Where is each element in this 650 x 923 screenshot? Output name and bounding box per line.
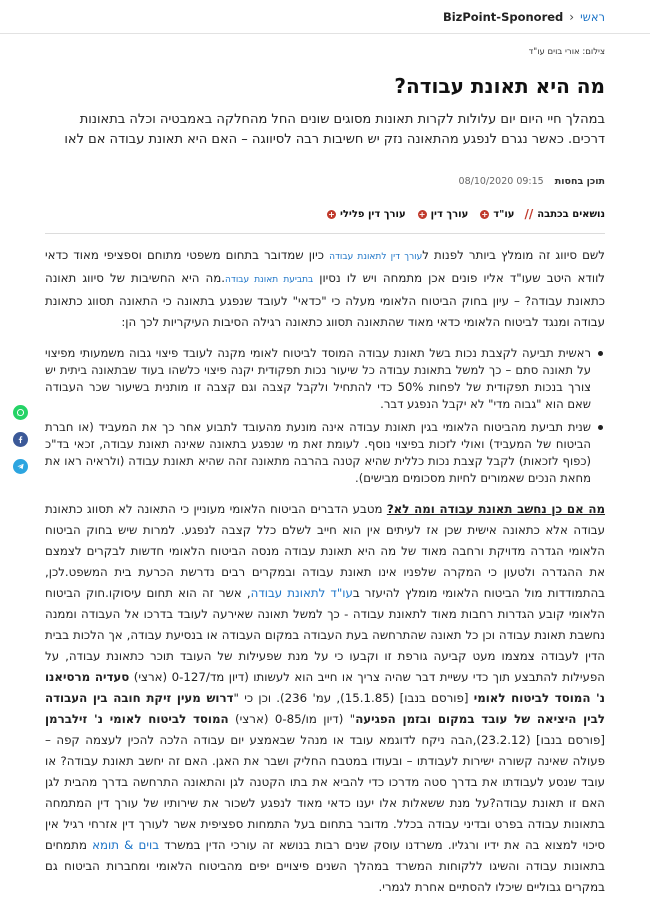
chevron-left-icon: ‹ [569, 9, 575, 24]
reasons-list [45, 345, 605, 487]
tag-item[interactable] [480, 209, 514, 220]
text: [פורסם בנבו] (23.2.12),הבה ניקח לדוגמא עובד או מנהל שבאמצע יום עבודה הלכה להכין לעצמה קפה – פעולה שאינה קשורה ישירות לעבודתו – ובעודו במטבח החליק ושבר את האגן. האם זה יחשב תאונת עבודה? או עובד שנסע לעבודתו את בדרך סטה מדרכו כדי להביא את בתו הקטנה לגן והתאונה התרחשה בדרך מהבית לגן האם זו תאונת עבודה?על מנת ששאלות אלו יענו כדאי מאוד לנפגע לשכור את שירותיו של עורך דין המתמחה בתאונות עבודה בפרט ובדיני עבודה בכלל. מדובר בתחום בעל התמחות ספציפית אשר לעורך דין אזרחי רגיל אין סיכוי למצוא בה את ידיו ורגליו. משרדנו עוסק שנים רבות בנושא זה עורכי הדין במשרד [45, 733, 606, 852]
breadcrumb-home-link[interactable]: ראשי [580, 9, 605, 24]
case-name: סעדיה מרסיאנו נ' המוסד לביטוח לאומי [45, 670, 606, 705]
facebook-icon [16, 435, 25, 444]
paragraph [45, 245, 605, 333]
section-question: מה אם כן נחשב תאונת עבודה ומה לא? [386, 502, 606, 516]
text: [פורסם בנבו] (15.1.85), עמ' 236). וכן כי " [233, 691, 474, 705]
article-title: מה היא תאונת עבודה? [394, 74, 605, 98]
case-quote: דרוש מעין זיקת חובה בין העבודה לבין היציאה של עובד במקום ובזמן הפגיעה [45, 691, 605, 726]
facebook-share-button[interactable] [13, 432, 28, 447]
tag-label: עורך דין פלילי [339, 208, 406, 220]
text: כיון שמדובר בתחום משפטי מתוחם וספציפי מאוד כדאי לוודא היטב שעו"ד אליו פונים אכן מתמחה ויש לו נסיון [45, 248, 606, 285]
paragraph [45, 499, 605, 898]
list-item: שנית תביעת מהביטוח הלאומי בגין תאונת עבודה אינה מונעת מהעובד לתבוע אחר כך את המעביד (או חברת הביטוח של המעביד) ואולי לזכות בפיצוי נוסף. לעומת זאת מי שנפגע בתאונה שאינה תאונת עבודה, זכאי בד"כ (כפוף לזכאות) לקבל קצבת נכות כללית שהיא קטנה בהרבה מתאונה זהה שהיא תאונת עבודה (ולראיה ראו את מחאת הנכים שאמורים לחיות מסכומים מבישים). [45, 419, 605, 487]
firm-link[interactable]: בוים & תומא [92, 838, 160, 852]
breadcrumb-section-link[interactable]: BizPoint-Sponored [442, 9, 564, 24]
article-lead: במהלך חיי היום יום עלולות לקרות תאונות מסוגים שונים החל מהחלקה באמבטיה וכלה בתאונות דרכים. כאשר נגרם לנפגע מהתאונה נזק יש חשיבות רבה לסיווגה – האם היא תאונת עבודה אם לאו [64, 112, 605, 147]
tag-item[interactable] [418, 209, 469, 220]
text: " (דיון מו/0-85 (ארצי) [228, 712, 356, 726]
breadcrumb [0, 0, 650, 34]
tags-title: נושאים בכתבה [537, 208, 605, 220]
case-name: המוסד לביטוח לאומי נ' זילברמן [45, 712, 229, 726]
publish-date: 09:15 08/10/2020 [458, 176, 544, 187]
tag-label: עו"ד [493, 208, 515, 220]
list-item: ראשית תביעה לקצבת נכות בשל תאונת עבודה המוסד לביטוח לאומי מקנה לעובד פיצוי גבוה משמעותי מפיצוי על תאונה סתם – כך למשל בתאונת עבודה כל שיעור נכות תפקודית יקנה פיצוי כלשהו בעוד שבתאונה ביתית יש צורך בנכות תפקודית של לפחות 50% כדי להתחיל ולקבל קצבה וגם קצבה זו מותנית בשיעור שכר העבודה שאם הוא "גבוה מדי" לא יקבל הנפגע דבר. [45, 345, 605, 413]
slashes-icon: // [524, 207, 534, 221]
article-meta [459, 176, 605, 187]
divider [45, 233, 605, 234]
text: מטבע הדברים הביטוח הלאומי מעוניין כי התאונה לא תסווג כתאונת עבודה אלא כתאונה אישית שכן אז לעיתים אין הוא חייב לשלם כלל קצבה לנפגע. למרות שיש בחוק הביטוח הלאומי הגדרה מדויקת ורחבה מאוד של מה היא תאונת עבודה מנסה הביטוח הלאומי חדשות לבקרים לצמצם את ההגדרה ולטעון כי המקרה שלפניו אינו תאונת עבודה ובמקרים רבים נדרשת הכרעת בית המשפט.לכן, בהתמודדות מול הביטוח הלאומי מומלץ להיעזר ב [45, 502, 605, 600]
lawyer-link[interactable]: עורך דין לתאונת עבודה [329, 252, 423, 262]
text: מתמחים בתאונות עבודה והשיגו ללקוחות המשרד במהלך השנים פיצויים יפים מהביטוח הלאומי ומחברות הביטוח גם במקרים גבוליים שיכלו להסתיים אחרת לגמרי. [45, 838, 605, 894]
article-tags [315, 207, 605, 221]
tag-label: עורך דין [430, 208, 469, 220]
article-body [45, 245, 605, 910]
plus-icon: + [418, 209, 426, 219]
author-label: תוכן בחסות [554, 176, 605, 187]
telegram-share-button[interactable] [13, 459, 28, 474]
plus-icon: + [481, 209, 489, 219]
text: לשם סיווג זה מומלץ ביותר לפנות ל [422, 248, 605, 262]
whatsapp-icon [16, 408, 25, 417]
photo-credit: צילום: אורי בוים עו"ד [528, 47, 605, 57]
lawyer-link[interactable]: עו"ד לתאונת עבודה [250, 586, 353, 600]
telegram-icon [16, 462, 25, 471]
text: .מה היא החשיבות של סיווג תאונה כתאונת עבודה? – עיון בחוק הביטוח הלאומי מעלה כי "כדאי" לעובד שנפגע בתאונה כי התאונה תסווג כתאונת עבודה ומנגד לביטוח הלאומי כדאי מאוד שהתאונה תסווג כתאונה רגילה הסיבות העיקריות לכך הן: [45, 271, 605, 329]
plus-icon: + [328, 209, 335, 219]
whatsapp-share-button[interactable] [13, 405, 28, 420]
text: , אשר זה הוא תחום עיסוקו.חוק הביטוח הלאומי קובע הגדרות רחבות מאוד לתאונת עבודה - כך למשל תאונה שאירעה לעובד בדרכו אל העבודה וממנה נחשבת תאונת עבודה וכן כל תאונה שהתרחשה בעת העבודה במקום העבודה או בנסיעת עבודה, אך הלכות בבית הדין לעבודה צמצמו מעט קביעה גורפת זו וקבעו כי על מנת שפעילות של העובד תוכר כתאונת עבודה, על הפעילות להתבצע תוך כדי עשיית דבר שהיה צריך או חייב הוא לעשותו (דיון מד/0-127 (ארצי) [45, 586, 606, 684]
claim-link[interactable]: בתביעת תאונת עבודה [225, 275, 314, 285]
tag-item[interactable] [327, 209, 406, 220]
